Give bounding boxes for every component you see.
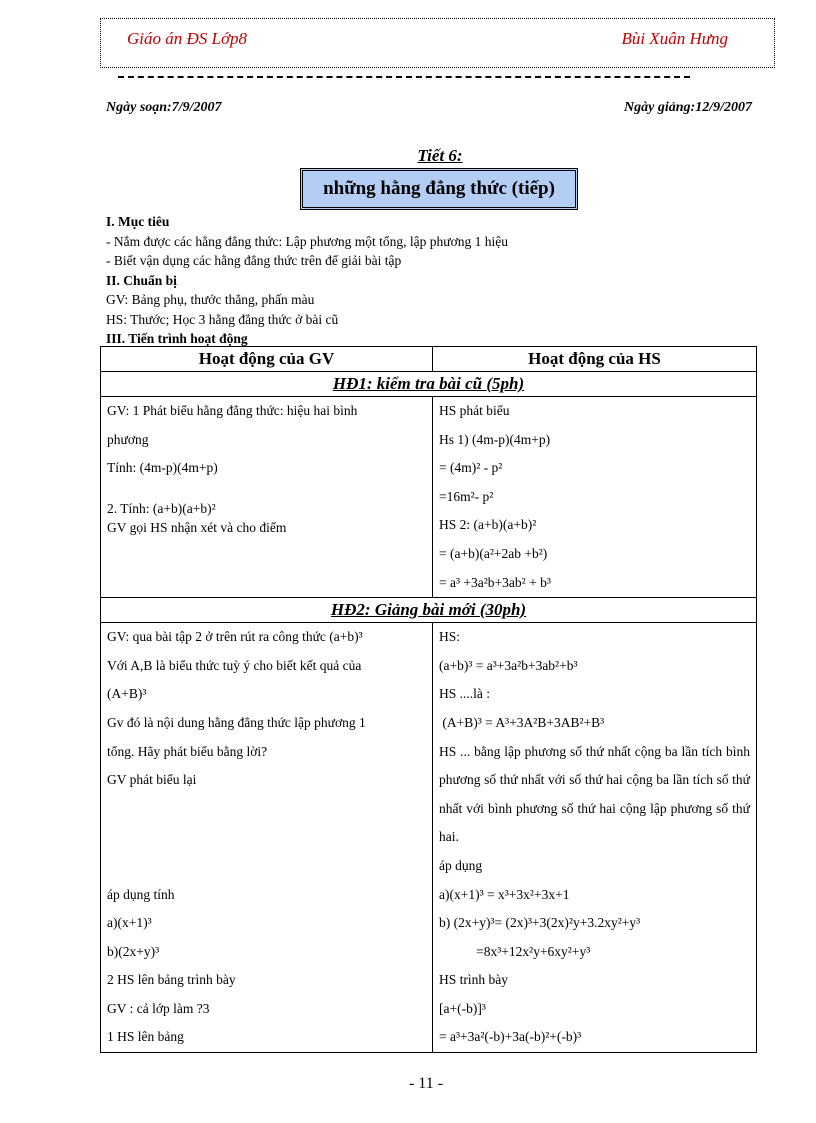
preparation-teacher: GV: Bảng phụ, thước thẳng, phấn màu [106,292,315,307]
hd2-teacher-line [107,823,426,852]
date-taught: Ngày giảng:12/9/2007 [624,100,752,115]
lesson-title: những hằng đẳng thức (tiếp) [300,168,578,210]
hd1-teacher-cell [101,397,433,598]
hd1-student-line: = a³ +3a²b+3ab² + b³ [439,574,551,590]
hd1-teacher-line: 2. Tính: (a+b)(a+b)² [107,500,216,516]
hd2-content-row [101,623,757,1053]
hd1-student-line: =16m²- p² [439,488,494,504]
hd1-teacher-line: GV gọi HS nhận xét và cho điểm [107,519,287,535]
header-author: Bùi Xuân Hưng [621,29,728,48]
hd1-student-line: HS phát biểu [439,403,510,418]
header-divider [118,76,690,78]
lesson-intro [106,212,766,349]
hd2-title: HĐ2: Giảng bài mới (30ph) [101,598,757,623]
hd2-student-line: (a+b)³ = a³+3a²b+3ab²+b³ [439,657,578,673]
hd2-student-line: HS ....là : [439,686,491,702]
hd1-content-row [101,397,757,598]
hd2-teacher-line [107,852,426,881]
hd2-student-line: (A+B)³ = A³+3A²B+3AB²+B³ [439,714,605,730]
hd1-teacher-line [107,483,426,499]
hd2-student-line: HS trình bày [439,972,508,988]
activity-table [100,346,757,1053]
hd2-teacher-line: tổng. Hãy phát biểu bằng lời? [107,743,268,759]
hd2-student-line: áp dụng [439,857,483,873]
hd2-student-line: b) (2x+y)³= (2x)³+3(2x)²y+3.2xy²+y³ [439,915,641,931]
hd2-teacher-line: 1 HS lên bảng [107,1029,184,1045]
hd1-title-row [101,372,757,397]
hd2-teacher-line: GV : cả lớp làm ?3 [107,1000,210,1016]
preparation-heading: II. Chuẩn bị [106,272,177,288]
objective-item: - Nắm được các hằng đẳng thức: Lập phương một tổng, lập phương 1 hiệu [106,233,508,249]
hd2-student-line: a)(x+1)³ = x³+3x²+3x+1 [439,886,570,902]
hd2-student-line: =8x³+12x²y+6xy²+y³ [439,943,591,959]
preparation-student: HS: Thước; Học 3 hằng đẳng thức ở bài cũ [106,311,339,327]
hd1-student-cell [433,397,757,598]
lesson-number: Tiết 6: [417,146,463,165]
hd2-teacher-line: Gv đó là nội dung hằng đẳng thức lập phương 1 [107,714,366,730]
hd1-student-line: HS 2: (a+b)(a+b)² [439,517,537,533]
table-header-row [101,347,757,372]
hd1-title: HĐ1: kiểm tra bài cũ (5ph) [101,372,757,397]
hd1-student-line: = (4m)² - p² [439,460,503,476]
hd2-teacher-line: 2 HS lên bảng trình bày [107,972,236,988]
hd2-teacher-line: a)(x+1)³ [107,915,152,931]
hd2-student-paragraph: HS ... bằng lập phương số thứ nhất cộng ba lần tích bình phương số thứ nhất với số thứ hai cộng ba lần tích số thứ nhất với bình phương số thứ hai cộng lập phương số thứ hai. [439,743,750,845]
col-student-header: Hoạt động của HS [433,347,757,372]
hd1-student-line: Hs 1) (4m-p)(4m+p) [439,431,551,447]
col-teacher-header: Hoạt động của GV [101,347,433,372]
process-heading: III. Tiến trình hoạt động [106,331,248,346]
hd2-teacher-line [107,795,426,824]
objective-item: - Biết vận dụng các hằng đẳng thức trên để giải bài tập [106,253,402,268]
header-subject: Giáo án ĐS Lớp8 [127,29,248,48]
hd1-teacher-line: Tính: (4m-p)(4m+p) [107,460,218,476]
hd2-student-line: [a+(-b)]³ [439,1000,486,1016]
hd2-teacher-line: áp dụng tính [107,886,175,902]
page-number: - 11 - [408,1075,444,1092]
hd2-student-line: = a³+3a²(-b)+3a(-b)²+(-b)³ [439,1029,582,1045]
hd1-student-line: = (a+b)(a²+2ab +b²) [439,545,548,561]
hd2-teacher-line: GV phát biểu lại [107,772,197,788]
hd2-student-line: HS: [439,629,461,645]
hd2-teacher-line: (A+B)³ [107,686,147,702]
hd1-teacher-line: phương [107,431,149,447]
hd1-teacher-line: GV: 1 Phát biểu hằng đẳng thức: hiệu hai bình [107,403,358,418]
hd2-title-row [101,598,757,623]
hd2-teacher-line: b)(2x+y)³ [107,943,160,959]
hd2-teacher-cell [101,623,433,1053]
hd2-teacher-line: GV: qua bài tập 2 ở trên rút ra công thức (a+b)³ [107,629,363,645]
objectives-heading: I. Mục tiêu [106,214,170,229]
date-prepared: Ngày soạn:7/9/2007 [106,100,222,115]
hd2-teacher-line: Với A,B là biểu thức tuỳ ý cho biết kết quả của [107,657,362,673]
header-box [100,18,775,68]
hd2-student-cell [433,623,757,1053]
